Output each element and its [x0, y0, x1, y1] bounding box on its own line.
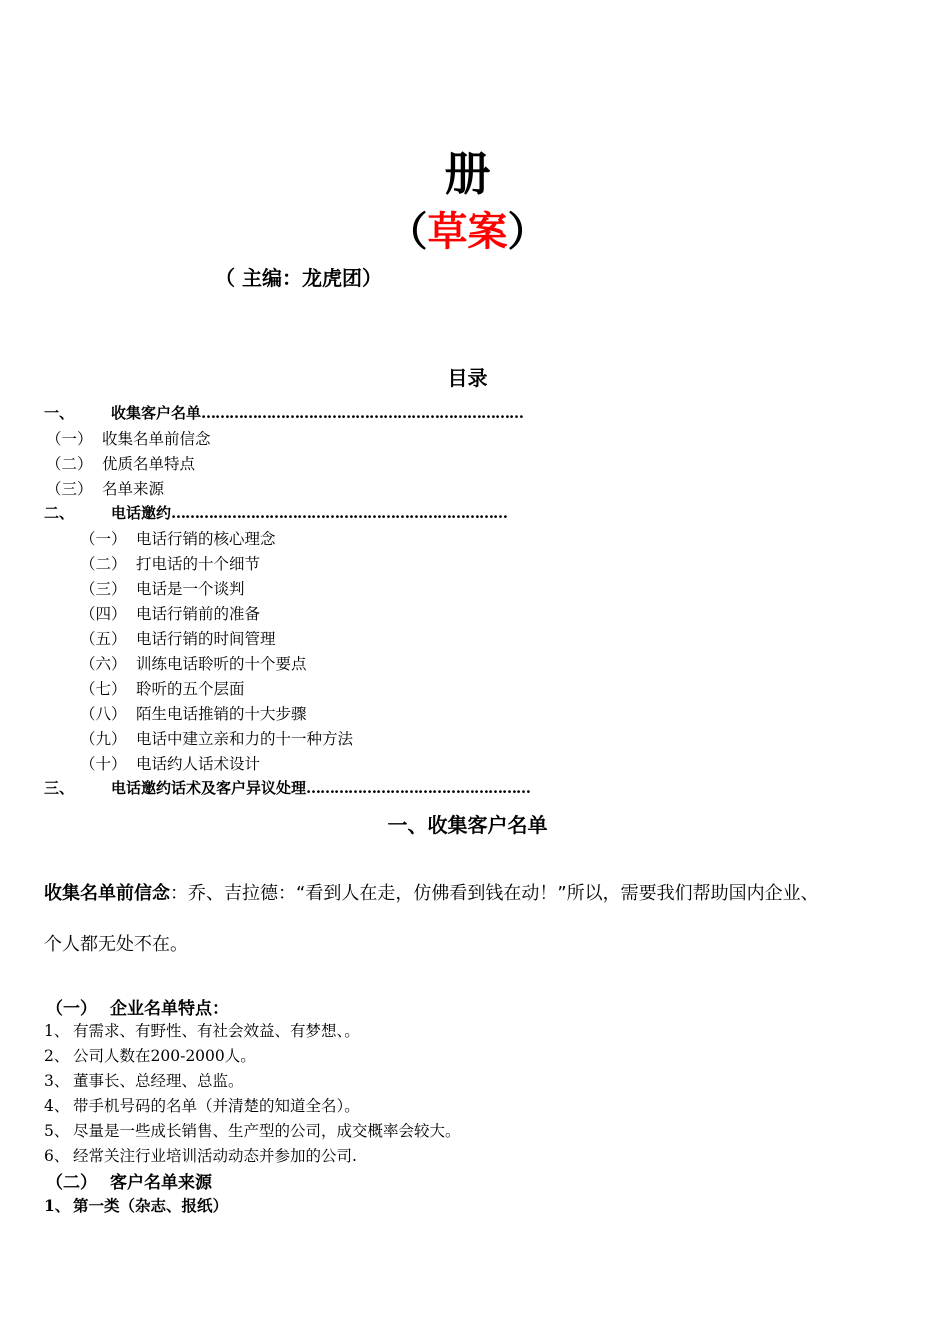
- draft-word: 草案: [427, 209, 508, 255]
- toc-entry-2-6[interactable]: [80, 652, 307, 674]
- list-item-text: 经常关注行业培训活动动态并参加的公司.: [73, 1147, 357, 1165]
- toc-entry-label: 电话约人话术设计: [136, 755, 261, 773]
- toc-entry-label: 电话行销的核心理念: [136, 530, 276, 548]
- toc-entry-label: 收集名单前信念: [102, 430, 211, 448]
- subsection-heading: [46, 1168, 212, 1193]
- toc-entry-1-3[interactable]: [46, 477, 164, 499]
- subsection-label: 客户名单来源: [110, 1173, 212, 1193]
- list-item: [44, 1019, 360, 1041]
- toc-entry-2-10[interactable]: [80, 752, 260, 774]
- belief-paragraph: [44, 879, 819, 905]
- toc-entry-number: （一）: [80, 530, 127, 548]
- list-item-text: 董事长、总经理、总监。: [73, 1072, 244, 1090]
- list-item-number: 6、: [44, 1147, 70, 1165]
- list-item: [44, 1069, 244, 1091]
- subsection-number: （二）: [46, 1173, 97, 1193]
- toc-entry-label: 聆听的五个层面: [136, 680, 245, 698]
- toc-entry-2-1[interactable]: [80, 527, 276, 549]
- toc-leader-dots: ……………………………………………………………: [201, 404, 524, 422]
- belief-paragraph-continued: 个人都无处不在。: [44, 934, 188, 955]
- belief-text: ：乔、吉拉德：“看到人在走，仿佛看到钱在动！”所以，需要我们帮助国内企业、: [170, 883, 819, 904]
- toc-entry-label: 电话是一个谈判: [136, 580, 245, 598]
- toc-entry-label: 电话邀约话术及客户异议处理: [111, 779, 307, 797]
- list-item-text: 带手机号码的名单（并清楚的知道全名）。: [73, 1097, 360, 1115]
- toc-entry-2[interactable]: [44, 502, 507, 523]
- toc-entry-label: 优质名单特点: [102, 455, 196, 473]
- toc-entry-1-1[interactable]: [46, 427, 211, 449]
- list-item: [44, 1144, 357, 1166]
- list-item: [44, 1044, 256, 1066]
- toc-entry-label: 训练电话聆听的十个要点: [136, 655, 307, 673]
- toc-entry-number: （九）: [80, 730, 127, 748]
- toc-entry-label: 电话行销前的准备: [136, 605, 261, 623]
- toc-leader-dots: …………………………………………: [306, 779, 531, 797]
- list-item: [44, 1194, 228, 1216]
- toc-entry-number: （四）: [80, 605, 127, 623]
- toc-entry-number: （八）: [80, 705, 127, 723]
- toc-entry-1[interactable]: [44, 402, 523, 423]
- toc-entry-number: （三）: [80, 580, 127, 598]
- list-item-number: 1、: [44, 1196, 71, 1215]
- list-item-text: 有需求、有野性、有社会效益、有梦想、。: [73, 1022, 360, 1040]
- list-item: [44, 1119, 461, 1141]
- toc-entry-number: （二）: [80, 555, 127, 573]
- toc-entry-label: 电话行销的时间管理: [136, 630, 276, 648]
- draft-subtitle: [0, 200, 935, 257]
- toc-leader-dots: ………………………………………………………………: [171, 504, 508, 522]
- toc-entry-3[interactable]: [44, 777, 530, 798]
- toc-entry-number: （五）: [80, 630, 127, 648]
- draft-open-paren: （: [387, 209, 428, 255]
- toc-entry-2-7[interactable]: [80, 677, 245, 699]
- toc-entry-label: 收集客户名单: [111, 404, 202, 422]
- subsection-number: （一）: [46, 999, 97, 1019]
- toc-entry-label: 陌生电话推销的十大步骤: [136, 705, 307, 723]
- toc-entry-2-9[interactable]: [80, 727, 353, 749]
- toc-entry-2-8[interactable]: [80, 702, 307, 724]
- toc-entry-2-3[interactable]: [80, 577, 245, 599]
- subsection-label: 企业名单特点：: [110, 999, 229, 1019]
- toc-entry-2-5[interactable]: [80, 627, 276, 649]
- list-item-number: 4、: [44, 1097, 70, 1115]
- list-item-text: 第一类（杂志、报纸）: [73, 1196, 229, 1215]
- list-item-number: 5、: [44, 1122, 70, 1140]
- subsection-heading: [46, 994, 229, 1019]
- document-title: 册: [444, 147, 491, 201]
- toc-entry-label: 电话中建立亲和力的十一种方法: [136, 730, 354, 748]
- toc-entry-number: 一、: [44, 404, 75, 422]
- toc-entry-number: （六）: [80, 655, 127, 673]
- toc-entry-2-2[interactable]: [80, 552, 260, 574]
- editor-line: （ 主编：龙虎团）: [215, 266, 382, 290]
- toc-entry-number: 二、: [44, 504, 75, 522]
- list-item-text: 公司人数在200-2000人。: [73, 1047, 256, 1065]
- toc-entry-number: （七）: [80, 680, 127, 698]
- toc-entry-number: （十）: [80, 755, 127, 773]
- toc-entry-label: 名单来源: [102, 480, 165, 498]
- toc-entry-number: （二）: [46, 455, 93, 473]
- list-item: [44, 1094, 360, 1116]
- toc-entry-number: 三、: [44, 779, 75, 797]
- draft-close-paren: ）: [507, 209, 548, 255]
- toc-entry-2-4[interactable]: [80, 602, 260, 624]
- toc-title: 目录: [447, 366, 488, 390]
- belief-label: 收集名单前信念: [44, 883, 170, 904]
- list-item-text: 尽量是一些成长销售、生产型的公司，成交概率会较大。: [73, 1122, 461, 1140]
- toc-entry-number: （三）: [46, 480, 93, 498]
- list-item-number: 2、: [44, 1047, 70, 1065]
- toc-entry-label: 电话邀约: [111, 504, 172, 522]
- toc-entry-number: （一）: [46, 430, 93, 448]
- list-item-number: 1、: [44, 1022, 70, 1040]
- section-heading: 一、收集客户名单: [387, 813, 548, 837]
- toc-entry-label: 打电话的十个细节: [136, 555, 261, 573]
- list-item-number: 3、: [44, 1072, 70, 1090]
- toc-entry-1-2[interactable]: [46, 452, 195, 474]
